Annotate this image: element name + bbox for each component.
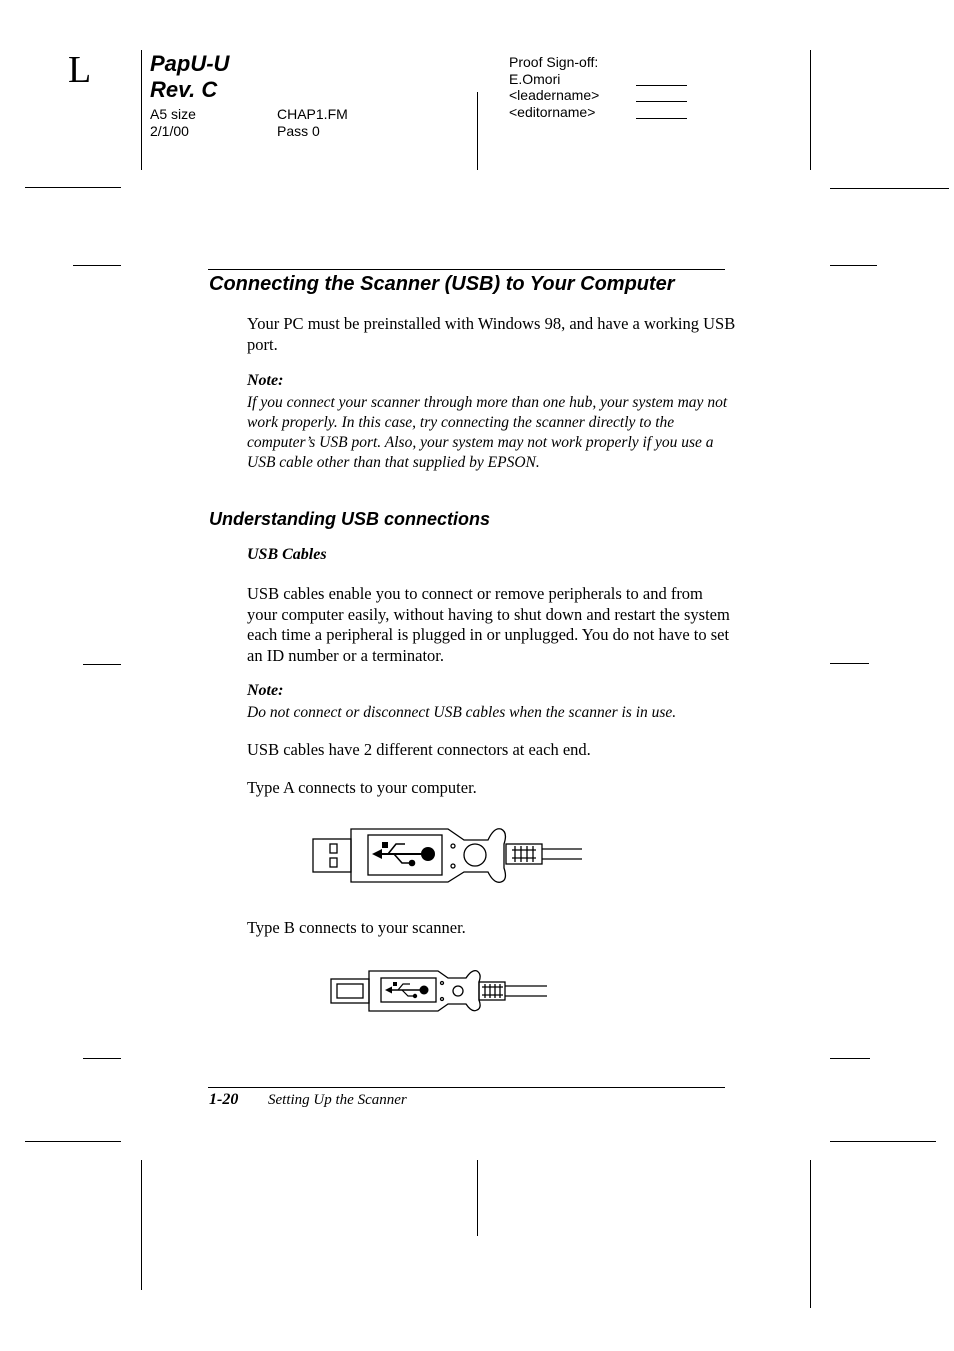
crop-mark [25, 187, 121, 188]
proof-name: <editorname> [509, 104, 596, 120]
signoff-line [636, 85, 687, 86]
note-label: Note: [247, 372, 284, 389]
proof-name: <leadername> [509, 87, 600, 103]
proof-name: E.Omori [509, 71, 561, 87]
section-rule [208, 269, 725, 270]
crop-mark [830, 1058, 870, 1059]
subsection-title: Understanding USB connections [209, 509, 491, 529]
note-text: Do not connect or disconnect USB cables when the scanner is in use. [247, 704, 677, 721]
crop-mark [83, 1058, 121, 1059]
signoff-line [636, 118, 687, 119]
crop-mark [830, 188, 949, 189]
usb-trident-icon [372, 842, 435, 866]
crop-mark [477, 92, 478, 170]
page-number: 1-20 [209, 1091, 239, 1108]
connectors-paragraph: USB cables have 2 different connectors at each end. [247, 740, 591, 759]
section-title: Connecting the Scanner (USB) to Your Computer [209, 273, 675, 295]
crop-mark [141, 50, 142, 170]
note-label: Note: [247, 682, 284, 699]
doc-title [150, 51, 229, 103]
usb-trident-icon [385, 982, 429, 998]
chapter-title: Setting Up the Scanner [268, 1092, 407, 1108]
crop-mark [810, 1160, 811, 1308]
crop-mark [830, 1141, 936, 1142]
crop-mark [83, 664, 121, 665]
proof-signoff-label: Proof Sign-off: [509, 54, 599, 70]
footer-rule [208, 1087, 725, 1088]
crop-mark [830, 265, 877, 266]
signoff-line [636, 101, 687, 102]
crop-mark [477, 1160, 478, 1236]
crop-mark [73, 265, 121, 266]
intro-paragraph: Your PC must be preinstalled with Windows 98, and have a working USB port. [247, 314, 736, 354]
type-b-paragraph: Type B connects to your scanner. [247, 918, 466, 937]
crop-mark [810, 50, 811, 170]
corner-letter: L [68, 49, 92, 91]
usb-cables-heading: USB Cables [247, 546, 327, 563]
file-name: CHAP1.FM [277, 106, 348, 122]
doc-title-line1: PapU-U [150, 51, 230, 76]
usb-cables-paragraph: USB cables enable you to connect or remove peripherals to and from your computer easily, without having to shut down and restart the system each time a peripheral is plugged in or unplugged. You do not have to set an ID number or a terminator. [247, 584, 730, 665]
doc-date: 2/1/00 [150, 123, 189, 139]
doc-title-line2: Rev. C [150, 77, 218, 102]
crop-mark [25, 1141, 121, 1142]
type-a-paragraph: Type A connects to your computer. [247, 778, 477, 797]
size-label: A5 size [150, 106, 196, 122]
crop-mark [141, 1160, 142, 1290]
note-text: If you connect your scanner through more than one hub, your system may not work properly. In this case, try connecting the scanner directly to the computer’s USB port. Also, your system may not work properly if you use a USB cable other than that supplied by EPSON. [247, 394, 728, 471]
crop-mark [830, 663, 869, 664]
usb-type-a-connector-illustration [310, 824, 590, 886]
usb-type-b-connector-illustration [328, 968, 550, 1014]
pass-label: Pass 0 [277, 123, 320, 139]
